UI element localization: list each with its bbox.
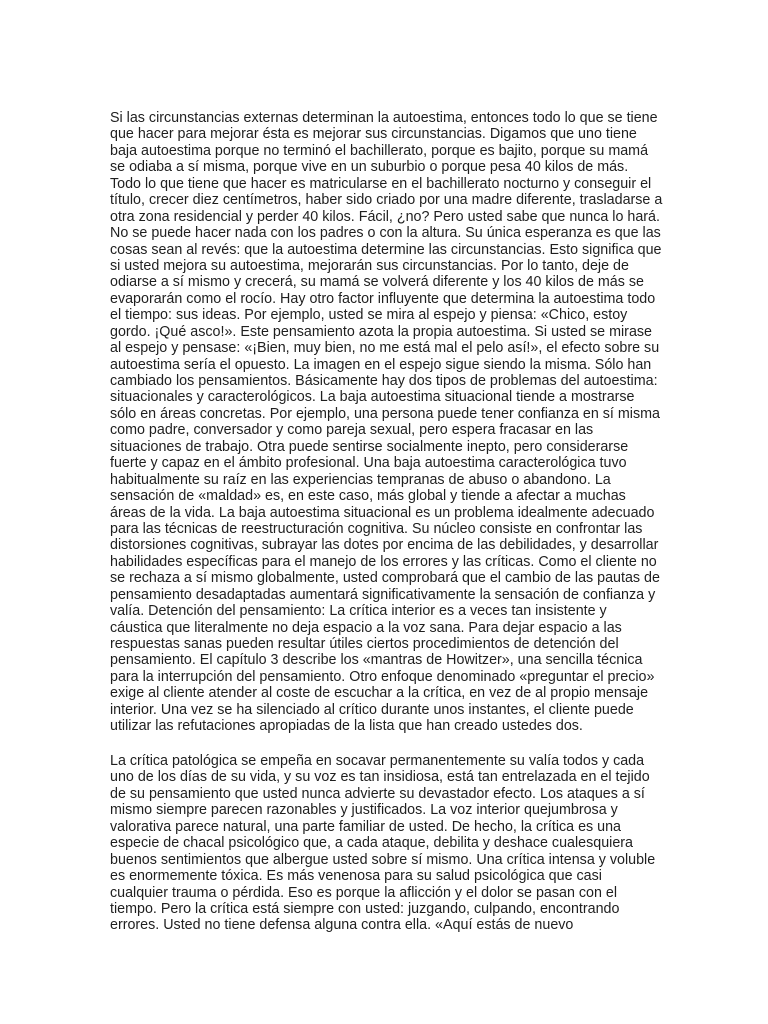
text-line: se odiaba a sí misma, porque vive en un suburbio o porque pesa 40 kilos de más. (110, 159, 629, 176)
text-line: mismo siempre parecen razonables y justificados. La voz interior quejumbrosa y (110, 802, 618, 819)
text-line: que hacer para mejorar ésta es mejorar sus circunstancias. Digamos que uno tiene (110, 126, 637, 143)
text-line: valía. Detención del pensamiento: La crítica interior es a veces tan insistente y (110, 603, 607, 620)
text-line: Si las circunstancias externas determinan la autoestima, entonces todo lo que se tiene (110, 110, 658, 126)
text-line: No se puede hacer nada con los padres o con la altura. Su única esperanza es que las (110, 225, 661, 242)
text-line: como padre, conversador y como pareja sexual, pero espera fracasar en las (110, 422, 594, 439)
text-line: cáustica que literalmente no deja espacio a la voz sana. Para dejar espacio a las (110, 619, 622, 636)
text-line: es enormemente tóxica. Es más venenosa para su salud psicológica que casi (110, 868, 602, 885)
text-line: habilidades específicas para el manejo de los errores y las críticas. Como el cliente no (110, 553, 657, 570)
text-line: especie de chacal psicológico que, a cada ataque, debilita y deshace cualesquiera (110, 835, 633, 852)
text-line: errores. Usted no tiene defensa alguna contra ella. «Aquí estás de nuevo (110, 917, 574, 934)
text-line: cambiado los pensamientos. Básicamente hay dos tipos de problemas del autoestima: (110, 373, 658, 389)
text-line: cualquier trauma o pérdida. Eso es porque la aflicción y el dolor se pasan con el (110, 884, 618, 901)
text-line: baja autoestima porque no terminó el bachillerato, porque es bajito, porque su mamá (110, 142, 649, 159)
text-line: al espejo y pensase: «¡Bien, muy bien, no me está mal el pelo así!», el efecto sobre su (110, 340, 660, 357)
paragraph-1 (110, 110, 670, 735)
text-line: sólo en áreas concretas. Por ejemplo, una persona puede tener confianza en sí misma (110, 405, 660, 422)
text-line: cosas sean al revés: que la autoestima determine las circunstancias. Esto significa que (110, 241, 662, 258)
text-line: gordo. ¡Qué asco!». Este pensamiento azota la propia autoestima. Si usted se mirase (110, 323, 652, 340)
text-line: odiarse a sí mismo y crecerá, su mamá se volverá diferente y los 40 kilos de más se (110, 274, 644, 291)
text-line: distorsiones cognitivas, subrayar las dotes por encima de las debilidades, y desarrollar (110, 537, 659, 554)
text-line: tiempo. Pero la crítica está siempre con usted: juzgando, culpando, encontrando (110, 900, 620, 917)
text-line: se rechaza a sí mismo globalmente, usted comprobará que el cambio de las pautas de (110, 570, 660, 587)
text-line: situacionales y caracterológicos. La baja autoestima situacional tiende a mostrarse (110, 389, 635, 406)
text-line: respuestas sanas pueden resultar útiles ciertos procedimientos de detención del (110, 636, 619, 652)
text-line: La crítica patológica se empeña en socavar permanentemente su valía todos y cada (110, 753, 645, 769)
text-line: para las técnicas de reestructuración cognitiva. Su núcleo consiste en confrontar las (110, 520, 643, 537)
text-line: el tiempo: sus ideas. Por ejemplo, usted se mira al espejo y piensa: «Chico, estoy (110, 307, 628, 324)
text-line: sensación de «maldad» es, en este caso, más global y tiende a afectar a muchas (110, 488, 626, 505)
text-line: utilizar las refutaciones apropiadas de la lista que han creado ustedes dos. (110, 718, 583, 735)
text-line: interior. Una vez se ha silenciado al crítico durante unos instantes, el cliente puede (110, 701, 634, 718)
paragraph-2 (110, 753, 670, 934)
text-line: áreas de la vida. La baja autoestima situacional es un problema idealmente adecuado (110, 504, 655, 521)
text-line: autoestima sería el opuesto. La imagen en el espejo sigue siendo la misma. Sólo han (110, 356, 652, 373)
text-line: exige al cliente atender al coste de escuchar a la crítica, en vez de al propio mensaje (110, 685, 649, 702)
text-line: título, crecer diez centímetros, haber sido criado por una madre diferente, trasladarse a (110, 192, 663, 209)
text-line: Todo lo que tiene que hacer es matricularse en el bachillerato nocturno y conseguir el (110, 175, 652, 192)
text-line: de su pensamiento que usted nunca advierte su devastador efecto. Los ataques a sí (110, 785, 645, 802)
text-line: para la interrupción del pensamiento. Otro enfoque denominado «preguntar el precio» (110, 668, 655, 685)
text-line: otra zona residencial y perder 40 kilos. Fácil, ¿no? Pero usted sabe que nunca lo hará. (110, 208, 660, 225)
text-line: valorativa parece natural, una parte familiar de usted. De hecho, la crítica es una (110, 818, 622, 835)
text-line: si usted mejora su autoestima, mejorarán sus circunstancias. Por lo tanto, deje de (110, 257, 629, 274)
text-line: uno de los días de su vida, y su voz es tan insidiosa, está tan entrelazada en el tejido (110, 769, 650, 786)
text-line: buenos sentimientos que albergue usted sobre sí mismo. Una crítica intensa y voluble (110, 851, 656, 868)
text-line: evaporarán como el rocío. Hay otro factor influyente que determina la autoestima todo (110, 290, 656, 307)
text-line: pensamiento. El capítulo 3 describe los «mantras de Howitzer», una sencilla técnica (110, 652, 643, 669)
text-line: pensamiento desadaptadas aumentará significativamente la sensación de confianza y (110, 586, 656, 603)
text-line: habitualmente su raíz en las experiencias tempranas de abuso o abandono. La (110, 471, 611, 488)
text-line: situaciones de trabajo. Otra puede sentirse socialmente inepto, pero considerarse (110, 438, 629, 455)
text-line: fuerte y capaz en el ámbito profesional. Una baja autoestima caracterológica tuvo (110, 455, 627, 472)
